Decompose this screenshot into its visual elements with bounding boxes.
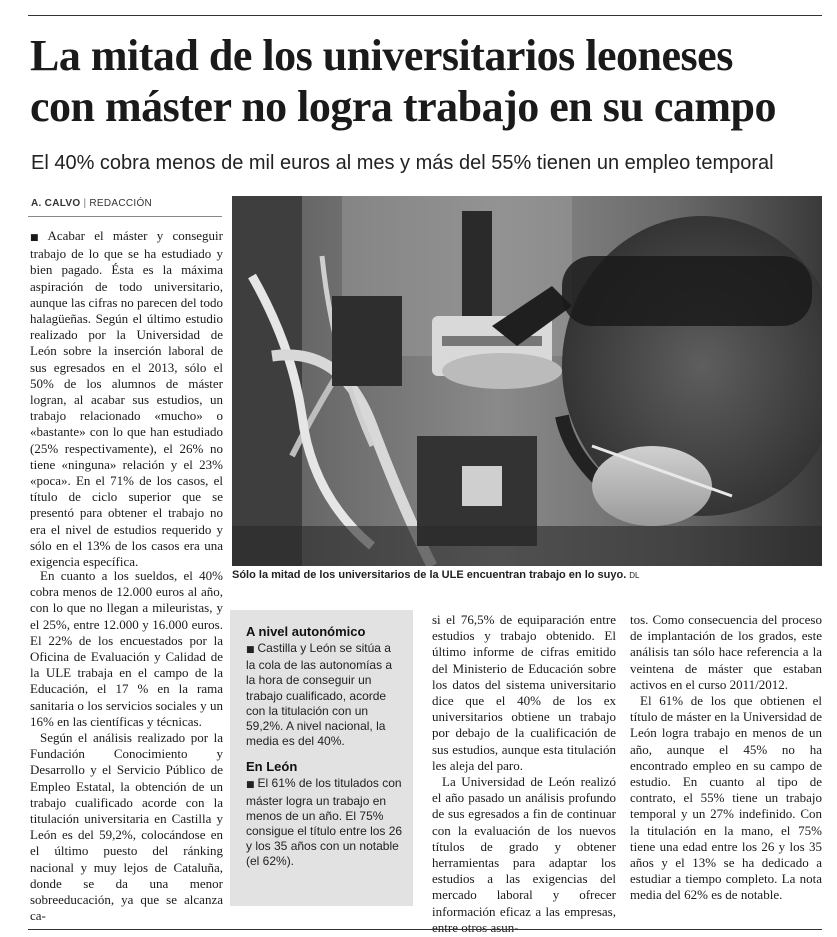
bullet-square-icon: ■ — [246, 645, 255, 655]
photo-caption — [232, 569, 822, 581]
headline — [30, 30, 830, 132]
body-paragraph: La Universidad de León realizó el año pasado un análisis profundo de sus egresados a fin de continuar con la evaluación de los nuevos títulos de grado y obtener herramientas para adaptar los estudios a las exigencias del mercado laboral y ofrecer información eficaz a las empresas, entre otros asun- — [432, 774, 616, 935]
body-paragraph: tos. Como consecuencia del proceso de implantación de los grados, este análisis tan sólo hace referencia a la veintena de máster que estaban activos en el curso 2011/2012. — [630, 612, 822, 692]
body-paragraph: si el 76,5% de equiparación entre estudios y trabajo obtenido. El último informe de cifras emitido del Ministerio de Educación sobre los datos del sistema universitario dice que el 40% de los ex universitarios obtiene un trabajo por debajo de la cualificación de sus estudios, aunque esta titulación les aleja del paro. — [432, 612, 616, 773]
byline-author: A. CALVO — [31, 198, 81, 209]
bottom-rule — [28, 929, 822, 930]
body-column-1-bottom — [30, 568, 223, 924]
byline: A. CALVO | REDACCIÓN — [31, 198, 153, 209]
body-column-4 — [630, 612, 822, 904]
bullet-square-icon: ■ — [30, 233, 45, 243]
sidebar-box — [230, 610, 413, 906]
body-paragraph: En cuanto a los sueldos, el 40% cobra menos de 12.000 euros al año, con lo que no llegan a mileuristas, y el 25%, entre 12.000 y 16.000 euros. El 22% de los encuestados por la Oficina de Evaluación y Calidad de la ULE trabaja en el campo de la Educación, el 17 % en la rama sanitaria o los servicios sociales y un 16% en las científicas y técnicas. — [30, 568, 223, 729]
sidebar-heading-leon: En León — [246, 759, 298, 775]
subheadline: El 40% cobra menos de mil euros al mes y más del 55% tienen un empleo temporal — [31, 152, 774, 174]
sidebar-text-regional: ■ Castilla y León se sitúa a la cola de las autonomías a la hora de conseguir un trabajo cualificado, acorde con la titulación con un 59,2%. A nivel nacional, la media es del 40%. — [246, 641, 393, 749]
bullet-square-icon: ■ — [246, 780, 255, 791]
byline-section: REDACCIÓN — [89, 198, 153, 209]
byline-rule — [28, 216, 222, 217]
body-column-1-top — [30, 228, 223, 570]
body-paragraph: Según el análisis realizado por la Fundación Conocimiento y Desarrollo y el Servicio Público de Empleo Estatal, la obtención de un trabajo cualificado acorde con la titulación universitaria en Castilla y León es del 59,2%, colocándose en el último puesto del ránking nacional y muy lejos de Cataluña, donde se da una menor sobreeducación, ya que se alcanza ca- — [30, 730, 223, 924]
sidebar-heading-regional: A nivel autonómico — [246, 624, 366, 639]
sidebar-text-leon: ■ El 61% de los titulados con máster logra un trabajo en menos de un año. El 75% consigue el título entre los 26 y los 35 años con un notable (el 62%). — [246, 776, 403, 869]
lab-photo — [232, 196, 822, 566]
caption-text: Sólo la mitad de los universitarios de la ULE encuentran trabajo en lo suyo. — [232, 569, 627, 581]
body-paragraph: ■ Acabar el máster y conseguir trabajo de lo que se ha estudiado y bien pagado. Ésta es la máxima aspiración de todo universitario, aunque las cifras no parecen del todo halagüeñas. Según el último estudio realizado por la Universidad de León sobre la inserción laboral de sus egresados en el 2013, sólo el 50% de los alumnos de máster logran, al acabar sus estudios, un trabajo relacionado «mucho» o «bastante» con lo que han estudiado (25% respectivamente), el 26% no tiene «ninguna» relación y el 23% «poca». En el 71% de los casos, el título de ciclo superior que se presentó para obtener el trabajo no era el nivel de estudios requerido y sólo en el 13% de los casos era una exigencia específica. — [30, 228, 223, 570]
headline-line-2: con máster no logra trabajo en su campo — [30, 82, 776, 131]
headline-line-1: La mitad de los universitarios leoneses — [30, 31, 733, 80]
photo-credit: DL — [629, 571, 640, 580]
body-column-3 — [432, 612, 616, 936]
top-rule — [28, 15, 822, 16]
body-paragraph: El 61% de los que obtienen el título de máster en la Universidad de León logra trabajo en menos de un año, aunque el 45% no ha encontrado empleo en su campo de estudio. En cuanto al tipo de contrato, el 55% tiene un trabajo temporal y un 27% indefinido. Con la titulación en la mano, el 75% tiene una edad entre los 26 y los 35 años y el 13% se ha dedicado a estudiar a tiempo completo. La nota media del 62% es de notable. — [630, 693, 822, 903]
